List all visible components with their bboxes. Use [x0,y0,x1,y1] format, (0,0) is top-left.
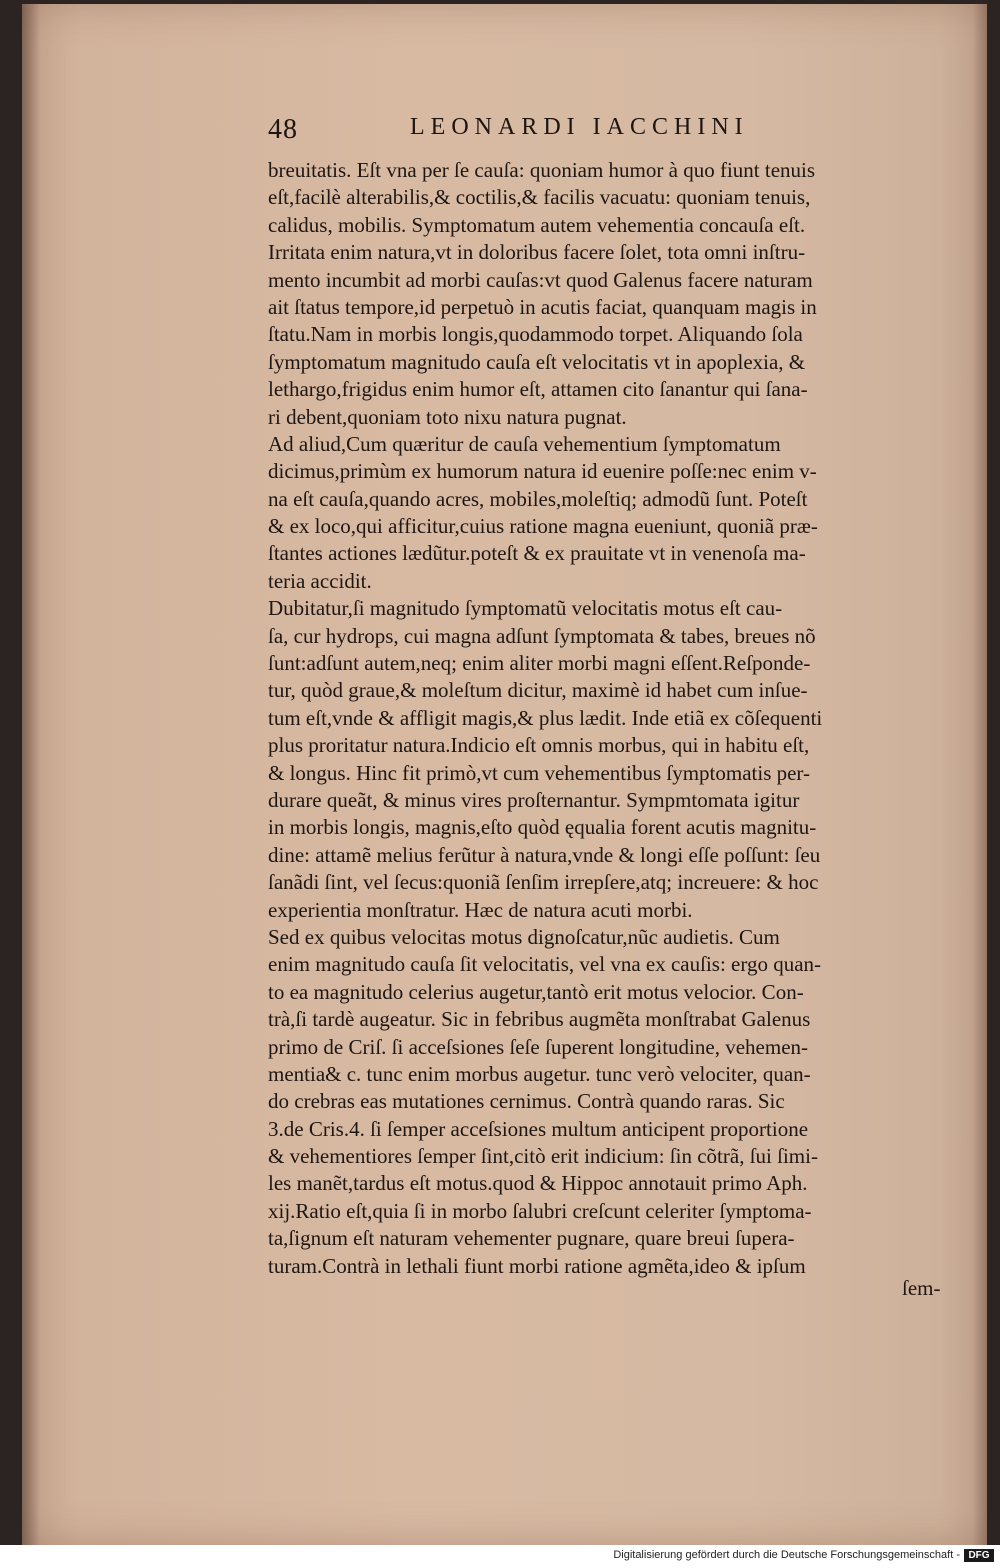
catchword: ſem- [902,1276,941,1300]
text-line: mentia& c. tunc enim morbus augetur. tunc verò velociter, quan- [268,1061,811,1086]
text-line: in morbis longis, magnis,eſto quòd ęqualia forent acutis magnitu- [268,815,817,840]
text-line: ſymptomatum magnitudo cauſa eſt velocitatis vt in apoplexia, & [268,349,806,374]
text-line: dicimus,primùm ex humorum natura id euenire poſſe:nec enim v- [268,459,817,484]
text-line: durare queãt, & minus vires proſternantur. Sympmtomata igitur [268,787,800,812]
text-line: tur, quòd graue,& moleſtum dicitur, maximè id habet cum inſue- [268,678,808,703]
text-line: & ex loco,qui afficitur,cuius ratione magna eueniunt, quoniã præ- [268,514,818,539]
text-line: 3.de Cris.4. ſi ſemper acceſsiones multum anticipent proportione [268,1116,809,1141]
text-line: breuitatis. Eſt vna per ſe cauſa: quoniam humor à quo fiunt tenuis [268,158,816,182]
text-line: lethargo,frigidus enim humor eſt, attamen cito ſanantur qui ſana- [268,377,808,402]
dfg-logo: DFG [964,1549,994,1562]
text-line: ſanãdi ſint, vel ſecus:quoniã ſenſim irrepſere,atq; increuere: & hoc [268,870,819,895]
footer-bar [0,1545,1000,1568]
text-line: ſunt:adſunt autem,neq; enim aliter morbi magni eſſent.Reſponde- [268,651,811,676]
text-line: eſt,facilè alterabilis,& coctilis,& facilis vacuatu: quoniam tenuis, [268,185,811,210]
text-line: calidus, mobilis. Symptomatum autem vehementia concauſa eſt. [268,212,806,237]
text-line: to ea magnitudo celerius augetur,tantò erit motus velocior. Con- [268,979,804,1004]
text-line: les manẽt,tardus eſt motus.quod & Hippoc annotauit primo Aph. [268,1171,808,1196]
text-line: turam.Contrà in lethali fiunt morbi ratione agmẽta,ideo & ipſum [268,1253,806,1278]
text-line: na eſt cauſa,quando acres, mobiles,moleſtiq; admodũ ſunt. Poteſt [268,486,808,511]
text-line: Sed ex quibus velocitas motus dignoſcatur,nũc audietis. Cum [268,924,780,949]
text-line: Dubitatur,ſi magnitudo ſymptomatũ velocitatis motus eſt cau- [268,596,783,621]
page-gutter-shadow [22,4,40,1545]
text-line: ſtantes actiones lædũtur.poteſt & ex prauitate vt in venenoſa ma- [268,541,806,566]
text-line: plus proritatur natura.Indicio eſt omnis morbus, qui in habitu eſt, [268,733,810,758]
page-edge-shadow [973,4,987,1545]
text-line: Ad aliud,Cum quæritur de cauſa vehementium ſymptomatum [268,431,781,456]
text-line: trà,ſi tardè augeatur. Sic in febribus augmẽta monſtrabat Galenus [268,1007,811,1032]
text-line: dine: attamẽ melius ferũtur à natura,vnde & longi eſſe poſſunt: ſeu [268,842,821,867]
text-line: ri debent,quoniam toto nixu natura pugnat. [268,404,627,429]
text-line: primo de Criſ. ſi acceſsiones ſeſe ſuperent longitudine, vehemen- [268,1034,809,1059]
text-line: experientia monſtratur. Hæc de natura acuti morbi. [268,897,693,922]
text-line: ſa, cur hydrops, cui magna adſunt ſymptomata & tabes, breues nõ [268,623,816,648]
running-head [268,114,968,154]
text-line: ſtatu.Nam in morbis longis,quodammodo torpet. Aliquando ſola [268,322,803,347]
text-line: do crebras eas mutationes cernimus. Contrà quando raras. Sic [268,1089,785,1114]
text-line: & vehementiores ſemper ſint,citò erit indicium: ſin cõtrã, ſui ſimi- [268,1144,818,1169]
body-text [268,157,950,1280]
page-number: 48 [268,114,298,145]
text-line: & longus. Hinc fit primò,vt cum vehementibus ſymptomatis per- [268,760,811,785]
text-line: ta,ſignum eſt naturam vehementer pugnare, quare breui ſupera- [268,1226,795,1251]
text-line: mento incumbit ad morbi cauſas:vt quod Galenus facere naturam [268,267,813,292]
funding-credit: Digitalisierung gefördert durch die Deutsche Forschungsgemeinschaft - [613,1549,960,1561]
text-line: ait ſtatus tempore,id perpetuò in acutis faciat, quanquam magis in [268,294,817,319]
text-line: xij.Ratio eſt,quia ſi in morbo ſalubri creſcunt celeriter ſymptoma- [268,1198,812,1223]
text-line: Irritata enim natura,vt in doloribus facere ſolet, tota omni inſtru- [268,240,806,265]
text-line: teria accidit. [268,568,372,593]
running-title: LEONARDI IACCHINI [410,114,749,140]
text-line: tum eſt,vnde & affligit magis,& plus lædit. Inde etiã ex cõſequenti [268,705,823,730]
text-line: enim magnitudo cauſa ſit velocitatis, vel vna ex cauſis: ergo quan- [268,952,822,977]
